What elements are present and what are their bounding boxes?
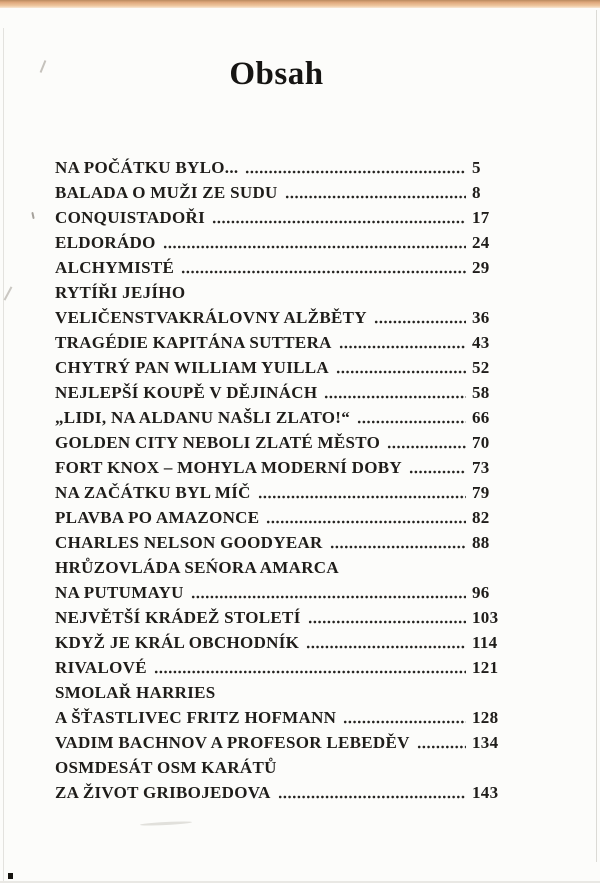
toc-entry-title: GOLDEN CITY NEBOLI ZLATÉ MĚSTO: [55, 433, 381, 452]
toc-entry-row: [55, 730, 505, 755]
toc-page-number: 82: [472, 508, 490, 527]
toc-entry-row: [55, 355, 505, 380]
toc-entry-title: CONQUISTADOŘI: [55, 208, 205, 227]
toc-entry-row: [55, 230, 505, 255]
toc-leader-dots: [258, 494, 466, 500]
toc-entry-title: NA PUTUMAYU: [55, 583, 184, 602]
toc-entry-row: [55, 280, 505, 305]
toc-page-number: 88: [472, 533, 490, 552]
toc-page-number: 114: [472, 633, 498, 652]
toc-page-number: 79: [472, 483, 490, 502]
toc-entry-row: [55, 780, 505, 805]
toc-page-number: 103: [472, 608, 499, 627]
toc-leader-dots: [357, 419, 466, 425]
toc-page-number: 143: [472, 783, 499, 802]
scan-artifact: [140, 821, 192, 827]
toc-leader-dots: [278, 794, 466, 800]
toc-page-number: 36: [472, 308, 490, 327]
toc-entry-title: FORT KNOX – MOHYLA MODERNÍ DOBY: [55, 458, 402, 477]
toc-entry-title: TRAGÉDIE KAPITÁNA SUTTERA: [55, 333, 332, 352]
toc-entry-title: NA POČÁTKU BYLO...: [55, 158, 239, 177]
page-title: Obsah: [229, 56, 324, 92]
toc-page-number: 96: [472, 583, 490, 602]
toc-entry-row: [55, 380, 505, 405]
toc-leader-dots: [154, 669, 466, 675]
toc-leader-dots: [212, 219, 466, 225]
toc-page-number: 70: [472, 433, 490, 452]
scan-artifact: [4, 286, 13, 300]
toc-leader-dots: [339, 344, 466, 350]
toc-entry-title: RIVALOVÉ: [55, 658, 147, 677]
toc-entry-title: ELDORÁDO: [55, 233, 156, 252]
toc-leader-dots: [181, 269, 466, 275]
scan-speck: [8, 873, 13, 879]
toc-entry-title: ALCHYMISTÉ: [55, 258, 175, 277]
toc-entry-row: [55, 330, 505, 355]
toc-entry-title: OSMDESÁT OSM KARÁTŮ: [55, 758, 277, 777]
toc-entry-row: [55, 405, 505, 430]
toc-entry-row: [55, 755, 505, 780]
toc-page-number: 29: [472, 258, 490, 277]
toc-entry-title: NEJLEPŠÍ KOUPĚ V DĚJINÁCH: [55, 383, 318, 402]
table-of-contents: [55, 155, 505, 805]
toc-entry-title: VELIČENSTVAKRÁLOVNY ALŽBĚTY: [55, 308, 367, 327]
toc-leader-dots: [285, 194, 466, 200]
toc-entry-row: [55, 480, 505, 505]
toc-page-number: 43: [472, 333, 490, 352]
toc-leader-dots: [163, 244, 466, 250]
toc-entry-title: CHARLES NELSON GOODYEAR: [55, 533, 323, 552]
toc-leader-dots: [306, 644, 466, 650]
scan-artifact: [31, 212, 34, 219]
toc-entry-row: [55, 630, 505, 655]
toc-entry-row: [55, 305, 505, 330]
toc-leader-dots: [324, 394, 466, 400]
toc-entry-title: HRŮZOVLÁDA SEŃORA AMARCA: [55, 558, 339, 577]
toc-page-number: 134: [472, 733, 499, 752]
toc-page-number: 121: [472, 658, 499, 677]
scan-edge-top: [0, 0, 600, 8]
toc-entry-title: CHYTRÝ PAN WILLIAM YUILLA: [55, 358, 330, 377]
toc-entry-title: A ŠŤASTLIVEC FRITZ HOFMANN: [55, 708, 337, 727]
toc-entry-row: [55, 680, 505, 705]
toc-leader-dots: [191, 594, 466, 600]
toc-entry-row: [55, 580, 505, 605]
toc-leader-dots: [409, 469, 466, 475]
toc-entry-row: [55, 180, 505, 205]
toc-page-number: 52: [472, 358, 490, 377]
toc-leader-dots: [343, 719, 466, 725]
toc-entry-title: PLAVBA PO AMAZONCE: [55, 508, 260, 527]
scan-edge-left: [3, 28, 4, 883]
toc-leader-dots: [387, 444, 466, 450]
toc-entry-title: KDYŽ JE KRÁL OBCHODNÍK: [55, 633, 300, 652]
toc-entry-title: ZA ŽIVOT GRIBOJEDOVA: [55, 783, 271, 802]
toc-entry-title: BALADA O MUŽI ZE SUDU: [55, 183, 278, 202]
toc-page-number: 73: [472, 458, 490, 477]
toc-entry-row: [55, 205, 505, 230]
toc-entry-row: [55, 605, 505, 630]
toc-page-number: 66: [472, 408, 490, 427]
toc-entry-title: NA ZAČÁTKU BYL MÍČ: [55, 483, 251, 502]
toc-leader-dots: [245, 169, 466, 175]
toc-leader-dots: [330, 544, 466, 550]
toc-entry-title: VADIM BACHNOV A PROFESOR LEBEDĚV: [55, 733, 410, 752]
toc-entry-title: „LIDI, NA ALDANU NAŠLI ZLATO!“: [55, 408, 351, 427]
toc-entry-row: [55, 655, 505, 680]
toc-leader-dots: [308, 619, 466, 625]
toc-leader-dots: [374, 319, 466, 325]
toc-page-number: 5: [472, 158, 481, 177]
toc-leader-dots: [336, 369, 466, 375]
toc-entry-title: RYTÍŘI JEJÍHO: [55, 283, 186, 302]
toc-entry-row: [55, 705, 505, 730]
toc-entry-row: [55, 555, 505, 580]
toc-entry-row: [55, 255, 505, 280]
toc-entry-row: [55, 530, 505, 555]
scan-edge-right: [596, 10, 597, 862]
toc-entry-row: [55, 455, 505, 480]
toc-entry-row: [55, 505, 505, 530]
toc-leader-dots: [417, 744, 466, 750]
toc-page-number: 17: [472, 208, 490, 227]
toc-entry-row: [55, 430, 505, 455]
toc-entry-title: SMOLAŘ HARRIES: [55, 683, 216, 702]
toc-page-number: 58: [472, 383, 490, 402]
toc-entry-row: [55, 155, 505, 180]
toc-entry-title: NEJVĚTŠÍ KRÁDEŽ STOLETÍ: [55, 608, 301, 627]
toc-page-number: 24: [472, 233, 490, 252]
toc-page-number: 128: [472, 708, 499, 727]
toc-page-number: 8: [472, 183, 481, 202]
toc-leader-dots: [266, 519, 466, 525]
